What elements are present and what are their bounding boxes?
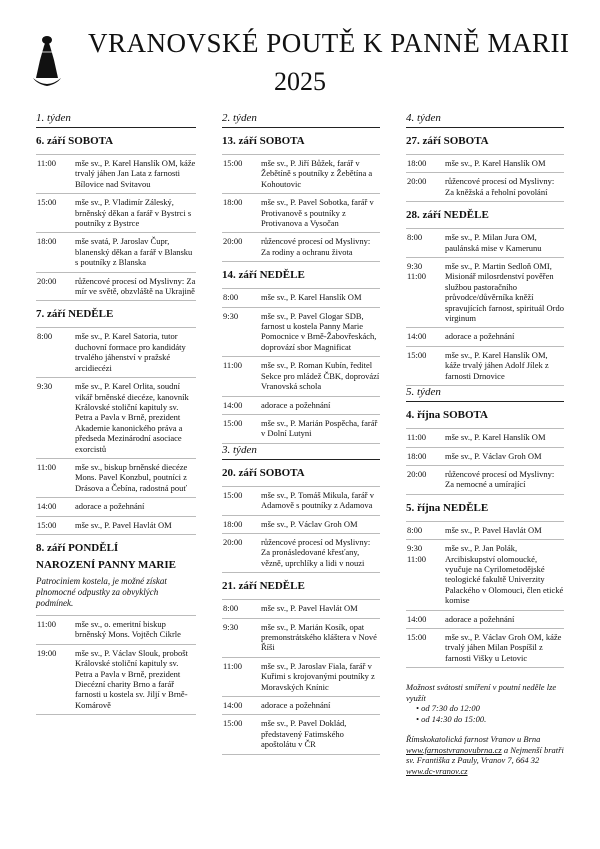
schedule-row (222, 714, 380, 754)
schedule-description: mše sv., P. Marián Kosík, opat premonstrátského kláštera v Nové Říši (261, 621, 377, 653)
schedule-time: 11:00 (37, 158, 57, 168)
schedule-row (222, 396, 380, 414)
schedule-description: mše sv., P. Karel Satoria, tutor duchovní formace pro kandidáty trvalého jáhenství v pražské arcidiecézi (75, 331, 186, 373)
schedule-description: mše sv., P. Pavel Sobotka, farář v Protivanově s poutníky z Protivanova a Vysočan (261, 197, 374, 229)
schedule-time: 14:00 (407, 613, 427, 624)
schedule-time: 14:00 (223, 700, 243, 710)
schedule-description: mše sv., P. Karel Orlita, soudní vikář brněnské diecéze, kanovník Královské stoliční kapituly sv. Petra a Pavla v Brně, prezident Akademie kanonického práva a předseda Mezinárodní asociace exorcistů (75, 381, 189, 454)
schedule-row (222, 657, 380, 696)
indulgence-note: Patrociniem kostela, je možné získat plnomocné odpustky za obvyklých podmínek. (36, 575, 167, 608)
schedule-description: mše sv., o. emeritní biskup brněnský Mons. Vojtěch Cikrle (75, 618, 181, 640)
schedule-time: 9:30 (223, 310, 239, 321)
schedule-description: mše sv., P. Pavel Havlát OM (75, 519, 172, 530)
schedule-description: mše sv., P. Marián Pospěcha, farář v Dolní Lutyni (261, 417, 378, 439)
day-heading: 8. září PONDĚLÍ (36, 541, 119, 554)
schedule-description: adorace a požehnání (445, 331, 515, 342)
schedule-description: adorace a požehnání (445, 613, 515, 624)
day-heading: 21. září NEDĚLE (222, 580, 305, 593)
week-heading: 5. týden (406, 386, 441, 399)
contact-info (406, 734, 564, 776)
day-heading: 13. září SOBOTA (222, 135, 305, 147)
schedule-time: 14:00 (223, 399, 243, 410)
schedule-row (36, 377, 196, 458)
schedule-time: 8:00 (223, 603, 239, 614)
day-heading: 6. září SOBOTA (36, 135, 114, 147)
schedule-row (36, 272, 196, 302)
schedule-description: mše sv., P. Milan Jura OM, paulánská mise v Kamerunu (445, 232, 542, 253)
schedule-time: 9:30 (223, 621, 239, 632)
schedule-description: růžencové procesí od Myslivny: Za pronásledované křesťany, vězně, uprchlíky a lidi v nouzi (261, 536, 371, 568)
schedule-row (406, 465, 564, 495)
confession-info (406, 682, 564, 724)
schedule-row (36, 327, 196, 377)
week-divider (36, 127, 196, 128)
page-header (0, 0, 600, 108)
schedule-row (406, 228, 564, 257)
day-heading: 14. září NEDĚLE (222, 269, 305, 282)
schedule-description: mše sv., P. Pavel Glogar SDB, farnost u kostela Panny Marie Pomocnice v Brně-Žabovřeskách, doprovází sbor Magnificat (261, 310, 377, 352)
schedule-description: mše sv., P. Karel Hanslík OM (261, 292, 362, 303)
schedule-row (406, 628, 564, 668)
day-heading: 7. září NEDĚLE (36, 308, 114, 321)
schedule-list (222, 486, 380, 573)
schedule-row (36, 232, 196, 271)
day-heading: 27. září SOBOTA (406, 135, 489, 147)
schedule-time: 15:00 (223, 417, 243, 428)
parish-website-link[interactable]: www.farnostvranovubrna.cz (406, 744, 502, 755)
schedule-description: mše sv., P. Karel Hanslík OM (445, 432, 546, 443)
schedule-row (36, 644, 196, 715)
schedule-time: 15:00 (223, 718, 243, 729)
schedule-description: mše svatá, P. Jaroslav Čupr, blanenský děkan a farář v Blansku s poutníky z Blanska (75, 236, 193, 268)
confession-time: • od 14:30 do 15:00. (416, 714, 564, 725)
schedule-row (222, 696, 380, 714)
schedule-description: mše sv., P. Vladimír Záleský, brněnský děkan a farář v Bystrci s poutníky z Bystrce (75, 197, 192, 229)
schedule-time: 14:00 (407, 331, 427, 342)
schedule-time: 11:00 (407, 432, 427, 443)
schedule-time: 14:00 (37, 501, 57, 512)
day-heading: 5. října NEDĚLE (406, 501, 489, 514)
order-address: a Nejmenší bratři sv. Františka z Pauly, Vranov 7, 664 32 (406, 744, 564, 766)
schedule-time: 15:00 (407, 349, 427, 360)
schedule-time: 20:00 (407, 176, 427, 187)
schedule-row (36, 154, 196, 193)
week-heading: 4. týden (406, 112, 441, 124)
week-divider (406, 127, 564, 128)
schedule-time: 8:00 (407, 232, 423, 243)
schedule-list (406, 428, 564, 495)
schedule-time: 11:00 (37, 618, 57, 629)
week-heading: 3. týden (222, 443, 257, 456)
schedule-time: 20:00 (223, 236, 243, 247)
schedule-description: mše sv., P. Pavel Doklád, představený Fatimského apoštolátu v ČR (261, 718, 347, 750)
schedule-time: 18:00 (37, 236, 57, 247)
schedule-description: růžencové procesí od Myslivny: Za kněžská a řeholní povolání (445, 176, 555, 197)
schedule-time: 20:00 (407, 468, 427, 479)
schedule-description: mše sv., P. Jan Polák, Arcibiskupství olomoucké, vyučuje na Cyrilometodějské teologické fakultě Univerzity Palackého v Olomouci, člen etické komise (445, 543, 564, 606)
schedule-row (406, 346, 564, 386)
order-website-link[interactable]: www.dc-vranov.cz (406, 765, 468, 776)
schedule-row (222, 533, 380, 573)
schedule-description: mše sv., P. Roman Kubín, ředitel Sekce pro mládež ČBK, doprovází Vranovská schola (261, 360, 380, 392)
day-heading: 20. září SOBOTA (222, 466, 305, 479)
schedule-column-1 (36, 112, 196, 715)
week-divider (406, 401, 564, 402)
schedule-list (406, 154, 564, 202)
schedule-description: mše sv., P. Martin Sedloň OMI, Misionář milosrdenství pověřen službou pastoračního průvodce/důvěrníka kněží spravujících farnost, spirituál Ordo virginum (445, 261, 564, 324)
schedule-time: 8:00 (407, 524, 423, 535)
week-divider (222, 127, 380, 128)
schedule-time: 11:00 (223, 660, 243, 671)
day-heading: 28. září NEDĚLE (406, 209, 489, 222)
schedule-description: mše sv., P. Jiří Bůžek, farář v Žebětíně s poutníky z Žebětína a Kohoutovic (261, 158, 373, 189)
schedule-time: 11:00 (37, 461, 57, 472)
week-heading: 2. týden (222, 112, 257, 124)
schedule-row (406, 447, 564, 465)
schedule-time: 18:00 (407, 450, 427, 461)
schedule-row (222, 307, 380, 357)
schedule-time: 9:30 11:00 (407, 261, 427, 282)
schedule-time: 15:00 (223, 489, 243, 500)
schedule-description: mše sv., P. Pavel Havlát OM (261, 603, 358, 614)
schedule-time: 15:00 (37, 519, 57, 530)
schedule-description: mše sv., P. Pavel Havlát OM (445, 524, 542, 535)
schedule-time: 11:00 (223, 360, 243, 371)
page-year: 2025 (274, 67, 326, 96)
schedule-description: mše sv., P. Karel Hanslík OM, káže trvalý jáhen Adolf Jílek z farnosti Drnovice (445, 349, 549, 381)
schedule-row (406, 154, 564, 172)
schedule-row (406, 521, 564, 539)
schedule-time: 20:00 (223, 536, 243, 547)
schedule-row (406, 257, 564, 327)
schedule-time: 8:00 (37, 331, 53, 342)
schedule-list (36, 615, 196, 715)
schedule-list (222, 288, 380, 443)
schedule-row (36, 193, 196, 232)
schedule-row (222, 414, 380, 444)
schedule-description: mše sv., P. Václav Slouk, probošt Královské stoliční kapituly sv. Petra a Pavla v Brně, prezident Diecézní charity Brno a farář farnosti u kostela sv. Jiljí v Brně-Komárově (75, 647, 188, 710)
schedule-row (222, 193, 380, 232)
feast-heading: NAROZENÍ PANNY MARIE (36, 558, 176, 571)
schedule-row (406, 428, 564, 446)
day-heading: 4. října SOBOTA (406, 409, 489, 422)
schedule-time: 8:00 (223, 292, 239, 303)
confession-text: Možnost svátosti smíření v poutní neděle lze využít (406, 682, 557, 703)
schedule-time: 9:30 (37, 381, 53, 392)
schedule-row (36, 615, 196, 644)
schedule-column-2 (222, 112, 380, 755)
schedule-description: mše sv., P. Václav Groh OM (261, 518, 358, 529)
schedule-description: růžencové procesí od Myslivny: Za rodiny a ochranu života (261, 236, 371, 257)
schedule-row (406, 327, 564, 345)
schedule-description: růžencové procesí od Myslivny: Za nemocné a umírající (445, 468, 555, 490)
page-title: VRANOVSKÉ POUTĚ K PANNĚ MARII (88, 28, 570, 58)
schedule-list (406, 521, 564, 668)
schedule-time: 18:00 (223, 518, 243, 529)
schedule-description: adorace a požehnání (261, 399, 331, 410)
week-heading: 1. týden (36, 112, 71, 124)
schedule-column-3 (406, 112, 564, 776)
schedule-row (222, 356, 380, 395)
schedule-row (36, 458, 196, 497)
schedule-row (36, 516, 196, 535)
schedule-description: mše sv., P. Václav Groh OM (445, 450, 542, 461)
schedule-row (406, 172, 564, 202)
schedule-row (222, 154, 380, 193)
schedule-time: 20:00 (37, 275, 57, 286)
schedule-row (222, 599, 380, 617)
schedule-time: 18:00 (407, 158, 427, 168)
schedule-description: růžencové procesí od Myslivny: Za mír ve světě, obzvláště na Ukrajině (75, 275, 196, 297)
parish-name: Římskokatolická farnost Vranov u Brna (406, 734, 541, 745)
schedule-description: mše sv., biskup brněnské diecéze Mons. Pavel Konzbul, poutníci z Drásova a Čebína, radostná pouť (75, 461, 188, 493)
schedule-row (406, 610, 564, 628)
schedule-row (222, 232, 380, 262)
schedule-description: mše sv., P. Karel Hanslík OM (445, 158, 546, 168)
schedule-row (406, 539, 564, 609)
schedule-list (222, 599, 380, 754)
schedule-row (222, 486, 380, 515)
schedule-description: mše sv., P. Jaroslav Fiala, farář v Kuřimi s krojovanými poutníky z Moravských Knínic (261, 660, 375, 692)
schedule-time: 18:00 (223, 197, 243, 208)
schedule-time: 15:00 (37, 197, 57, 208)
schedule-list (36, 154, 196, 301)
schedule-time: 15:00 (223, 158, 243, 168)
schedule-time: 9:30 11:00 (407, 543, 427, 564)
schedule-description: adorace a požehnání (75, 501, 145, 512)
confession-times (406, 703, 564, 724)
schedule-row (36, 497, 196, 515)
schedule-list (222, 154, 380, 262)
schedule-description: mše sv., P. Tomáš Mikula, farář v Adamově s poutníky z Adamova (261, 489, 374, 511)
schedule-list (406, 228, 564, 386)
schedule-time: 15:00 (407, 631, 427, 642)
schedule-description: mše sv., P. Václav Groh OM, káže trvalý jáhen Milan Pospíšil z farnosti Višky u Letovic (445, 631, 562, 663)
schedule-row (222, 288, 380, 306)
schedule-time: 19:00 (37, 647, 57, 658)
schedule-row (222, 618, 380, 657)
schedule-row (222, 515, 380, 533)
confession-time: • od 7:30 do 12:00 (416, 703, 564, 714)
schedule-list (36, 327, 196, 535)
schedule-description: adorace a požehnání (261, 700, 331, 710)
schedule-description: mše sv., P. Karel Hanslík OM, káže trvalý jáhen Jan Lata z farnosti Bílovice nad Svitavou (75, 158, 196, 189)
week-divider (222, 459, 380, 460)
